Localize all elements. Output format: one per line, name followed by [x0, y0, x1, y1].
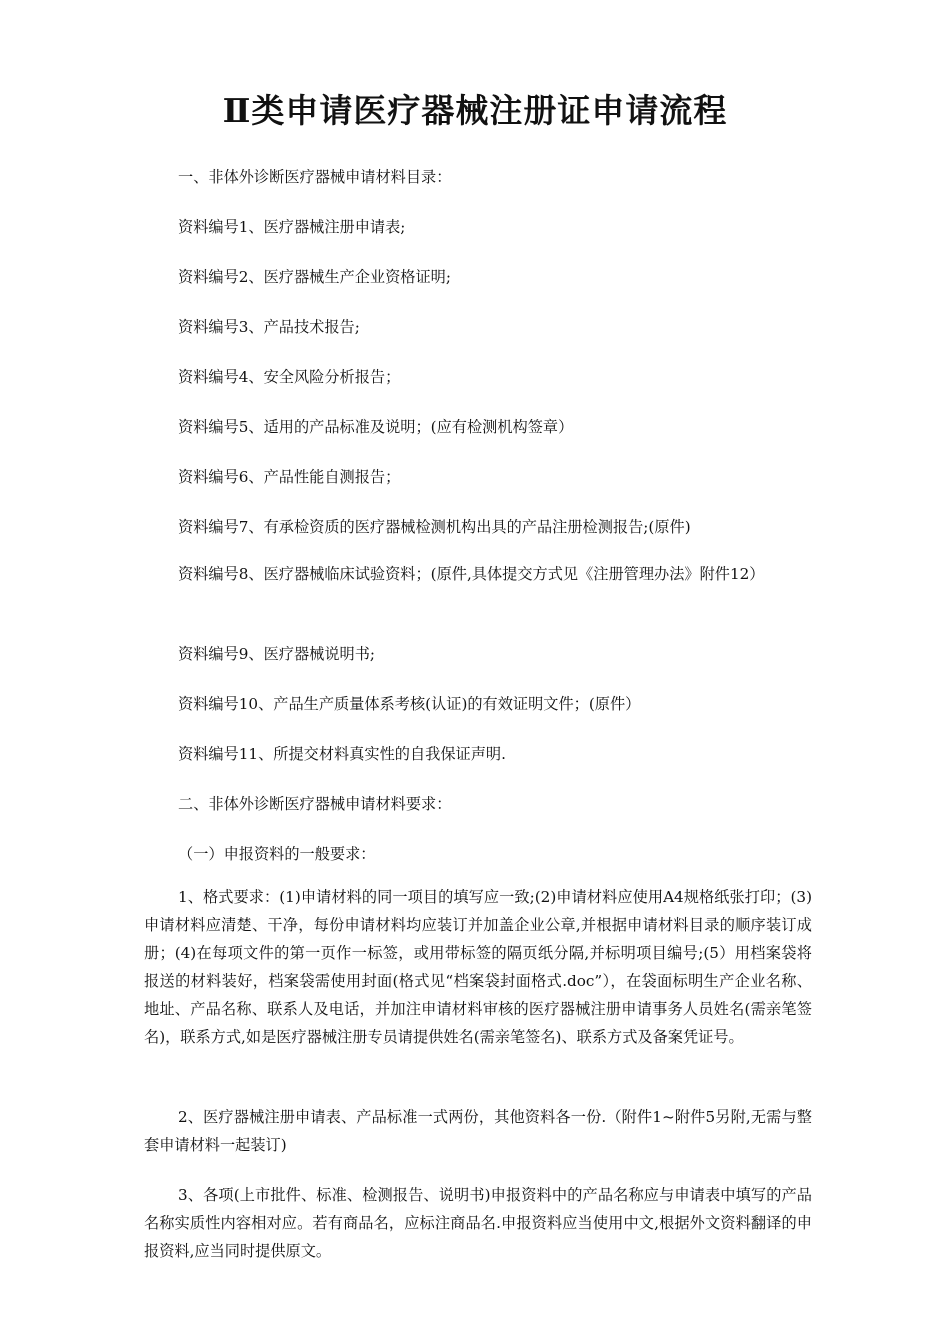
requirement-paragraph: 2、医疗器械注册申请表、产品标准一式两份，其他资料各一份.（附件1~附件5另附,无需与整套申请材料一起装订) [144, 1108, 812, 1154]
list-item: 资料编号8、医疗器械临床试验资料；(原件,具体提交方式见《注册管理办法》附件12） [178, 565, 765, 583]
list-item: 资料编号2、医疗器械生产企业资格证明; [178, 268, 451, 286]
list-item: 资料编号1、医疗器械注册申请表; [178, 218, 406, 236]
list-item: 资料编号3、产品技术报告; [178, 318, 360, 336]
list-item: 资料编号7、有承检资质的医疗器械检测机构出具的产品注册检测报告;(原件) [178, 518, 691, 536]
list-item: 资料编号4、安全风险分析报告； [178, 368, 401, 386]
list-item: 资料编号5、适用的产品标准及说明；(应有检测机构签章） [178, 418, 574, 436]
list-item: 资料编号11、所提交材料真实性的自我保证声明. [178, 745, 506, 763]
section1-heading: 一、非体外诊断医疗器械申请材料目录： [178, 168, 452, 186]
document-title: Ⅱ类申请医疗器械注册证申请流程 [222, 91, 728, 130]
requirement-paragraph: 3、各项(上市批件、标准、检测报告、说明书)申报资料中的产品名称应与申请表中填写的产品名称实质性内容相对应。若有商品名，应标注商品名.申报资料应当使用中文,根据外文资料翻译的申报资料,应当同时提供原文。 [144, 1186, 812, 1260]
list-item: 资料编号10、产品生产质量体系考核(认证)的有效证明文件；(原件） [178, 695, 641, 713]
section2-heading: 二、非体外诊断医疗器械申请材料要求： [178, 795, 452, 813]
requirement-paragraph: 1、格式要求：(1)申请材料的同一项目的填写应一致;(2)申请材料应使用A4规格纸张打印；(3)申请材料应清楚、干净，每份申请材料均应装订并加盖企业公章,并根据申请材料目录的顺序装订成册；(4)在每项文件的第一页作一标签，或用带标签的隔页纸分隔,并标明项目编号;(5）用档案袋将报送的材料装好，档案袋需使用封面(格式见“档案袋封面格式.doc”），在袋面标明生产企业名称、地址、产品名称、联系人及电话，并加注申请材料审核的医疗器械注册申请事务人员姓名(需亲笔签名)，联系方式,如是医疗器械注册专员请提供姓名(需亲笔签名)、联系方式及备案凭证号。 [144, 888, 812, 1046]
list-item: 资料编号9、医疗器械说明书; [178, 645, 376, 663]
subsection1-heading: （一）申报资料的一般要求： [178, 845, 376, 863]
list-item: 资料编号6、产品性能自测报告； [178, 468, 401, 486]
